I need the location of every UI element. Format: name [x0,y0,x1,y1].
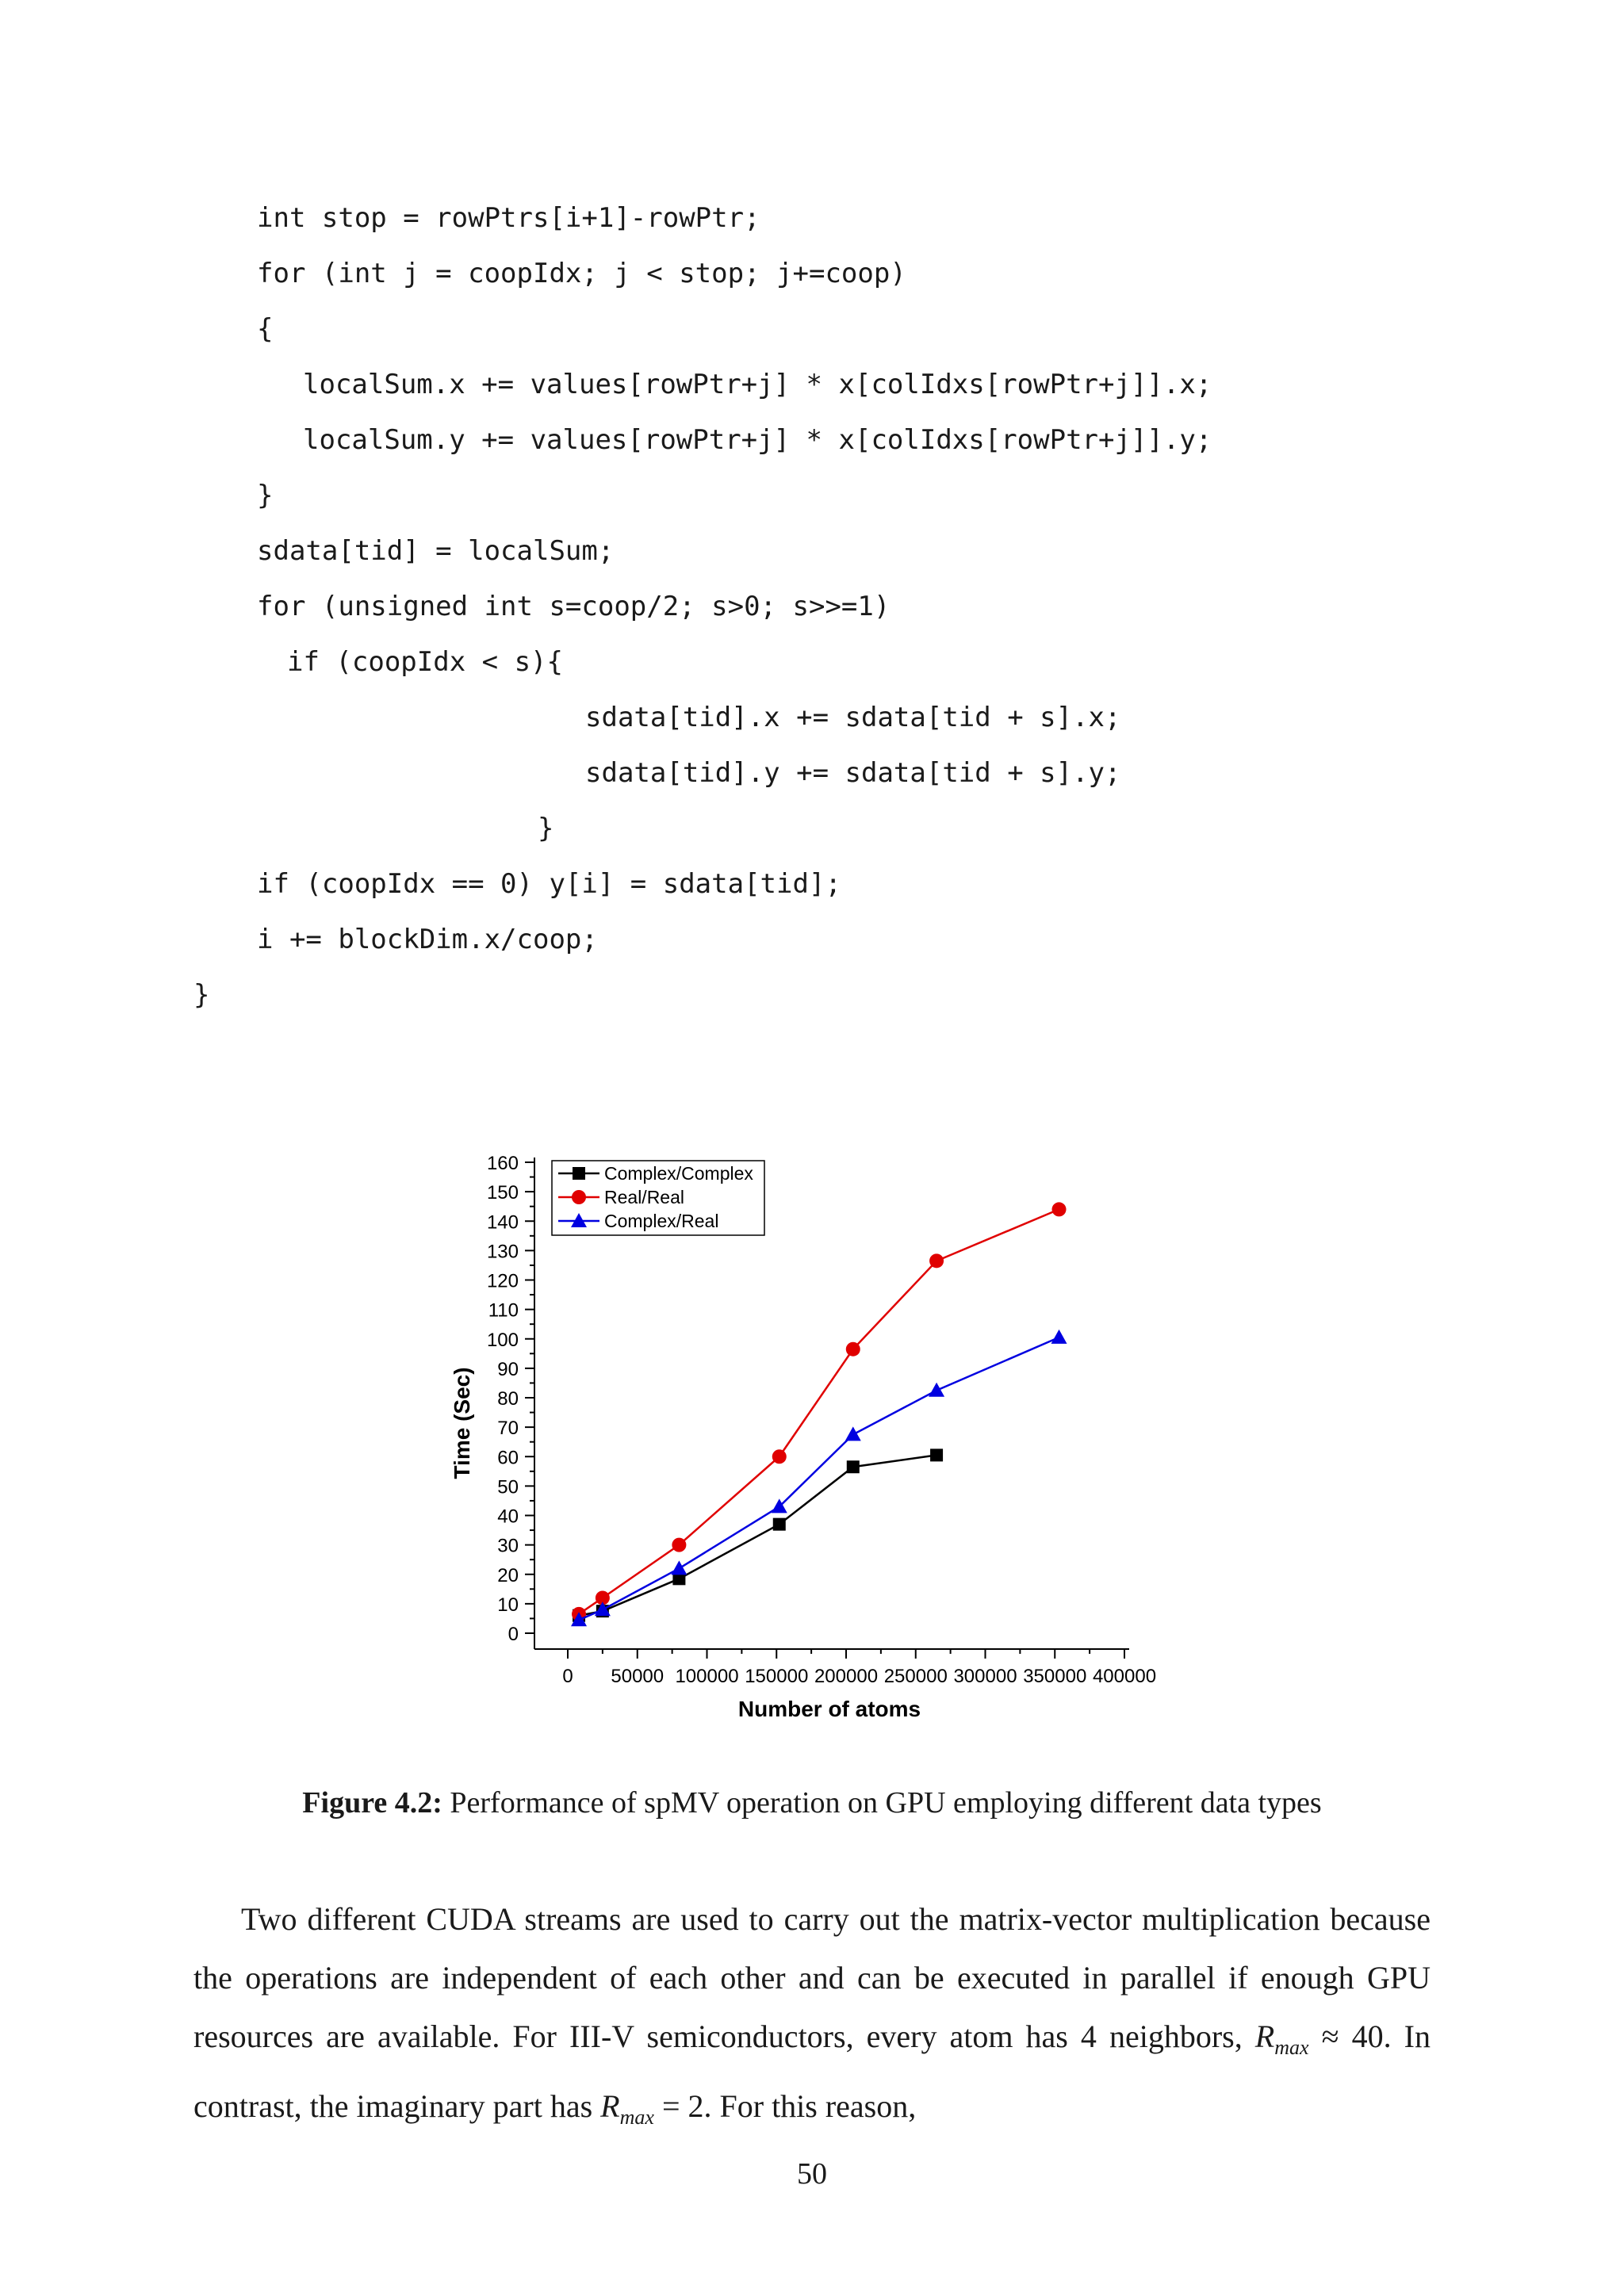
code-line: localSum.x += values[rowPtr+j] * x[colIdxs[rowPtr+j]].x; [303,369,1212,400]
code-line: sdata[tid].x += sdata[tid + s].x; [585,702,1121,733]
y-tick-label: 130 [486,1241,519,1263]
code-line: localSum.y += values[rowPtr+j] * x[colIdxs[rowPtr+j]].y; [303,424,1212,456]
x-tick-label: 250000 [883,1666,948,1687]
x-tick-label: 400000 [1092,1666,1157,1687]
data-point-complex-complex [847,1460,860,1473]
x-tick-label: 200000 [814,1666,879,1687]
caption-text: Performance of spMV operation on GPU employing different data types [442,1786,1322,1820]
data-point-complex-real [929,1383,944,1397]
code-line: sdata[tid] = localSum; [257,535,615,567]
y-tick-label: 20 [497,1564,519,1586]
code-line: int stop = rowPtrs[i+1]-rowPtr; [257,202,760,234]
data-point-real-real [1052,1202,1067,1216]
chart-legend [552,1161,764,1235]
y-tick-label: 80 [497,1388,519,1410]
caption-label: Figure 4.2: [302,1786,442,1820]
data-point-complex-real [671,1560,687,1575]
data-point-real-real [672,1538,686,1552]
math-r-max: $R_{max}$ [600,2088,654,2129]
series-line-real-real [579,1209,1059,1613]
figure-caption [0,1785,1624,1820]
data-point-real-real [846,1342,860,1357]
data-point-complex-real [845,1426,861,1441]
code-line: for (unsigned int s=coop/2; s>0; s>>=1) [257,591,891,622]
y-tick-label: 120 [486,1270,519,1292]
data-point-complex-real [1051,1330,1067,1344]
y-tick-label: 30 [497,1535,519,1557]
code-line: i += blockDim.x/coop; [257,924,598,955]
series-line-complex-complex [579,1455,936,1615]
y-tick-label: 70 [497,1418,519,1440]
y-tick-label: 150 [486,1182,519,1204]
x-tick-label: 350000 [1023,1666,1087,1687]
chart-plot-area [571,1202,1067,1626]
x-axis-label: Number of atoms [737,1697,921,1721]
code-line: sdata[tid].y += sdata[tid + s].y; [585,757,1121,789]
page-number: 50 [797,2157,827,2191]
x-tick-label: 50000 [611,1666,665,1687]
y-tick-label: 100 [486,1329,519,1351]
x-tick-label: 150000 [745,1666,809,1687]
code-line: { [257,313,274,345]
x-tick-label: 100000 [675,1666,739,1687]
legend-label-real-real: Real/Real [604,1187,684,1207]
data-point-complex-complex [773,1518,786,1531]
y-tick-label: 40 [497,1506,519,1528]
code-line: } [538,813,554,844]
paragraph-text: ≈ 40. In contrast, the imaginary part has [193,2019,1431,2124]
y-tick-label: 10 [497,1594,519,1616]
y-tick-label: 50 [497,1476,519,1498]
legend-marker-real-real [572,1190,586,1204]
y-tick-label: 160 [486,1153,519,1174]
y-tick-label: 0 [508,1624,519,1645]
data-point-real-real [929,1253,944,1268]
legend-label-complex-real: Complex/Real [604,1211,719,1231]
paragraph-text: Two different CUDA streams are used to carry out the matrix-vector multiplication because the operations are independent of each other and can be executed in parallel if enough GPU resources are available. For III-V semiconductors, every atom has 4 neighbors, [193,1901,1431,2054]
y-tick-label: 110 [488,1299,519,1322]
data-point-complex-complex [930,1448,943,1461]
legend-label-complex-complex: Complex/Complex [604,1163,753,1184]
legend-marker-complex-complex [573,1167,585,1180]
y-tick-label: 60 [497,1447,519,1469]
x-tick-label: 300000 [953,1666,1017,1687]
body-paragraph [193,1890,1431,2147]
x-tick-label: 0 [562,1666,573,1687]
series-line-complex-real [579,1337,1059,1620]
paragraph-text: = 2. For this reason, [653,2088,917,2124]
data-point-real-real [772,1449,787,1464]
code-line: } [193,979,210,1011]
y-tick-label: 90 [497,1358,519,1380]
y-axis-label: Time (Sec) [450,1367,474,1479]
code-line: if (coopIdx == 0) y[i] = sdata[tid]; [257,868,841,900]
code-line: for (int j = coopIdx; j < stop; j+=coop) [257,258,906,289]
code-line: } [257,480,274,511]
math-r-max: $R_{max}$ [1254,2019,1309,2059]
y-tick-label: 140 [486,1211,519,1234]
code-line: if (coopIdx < s){ [287,646,563,678]
